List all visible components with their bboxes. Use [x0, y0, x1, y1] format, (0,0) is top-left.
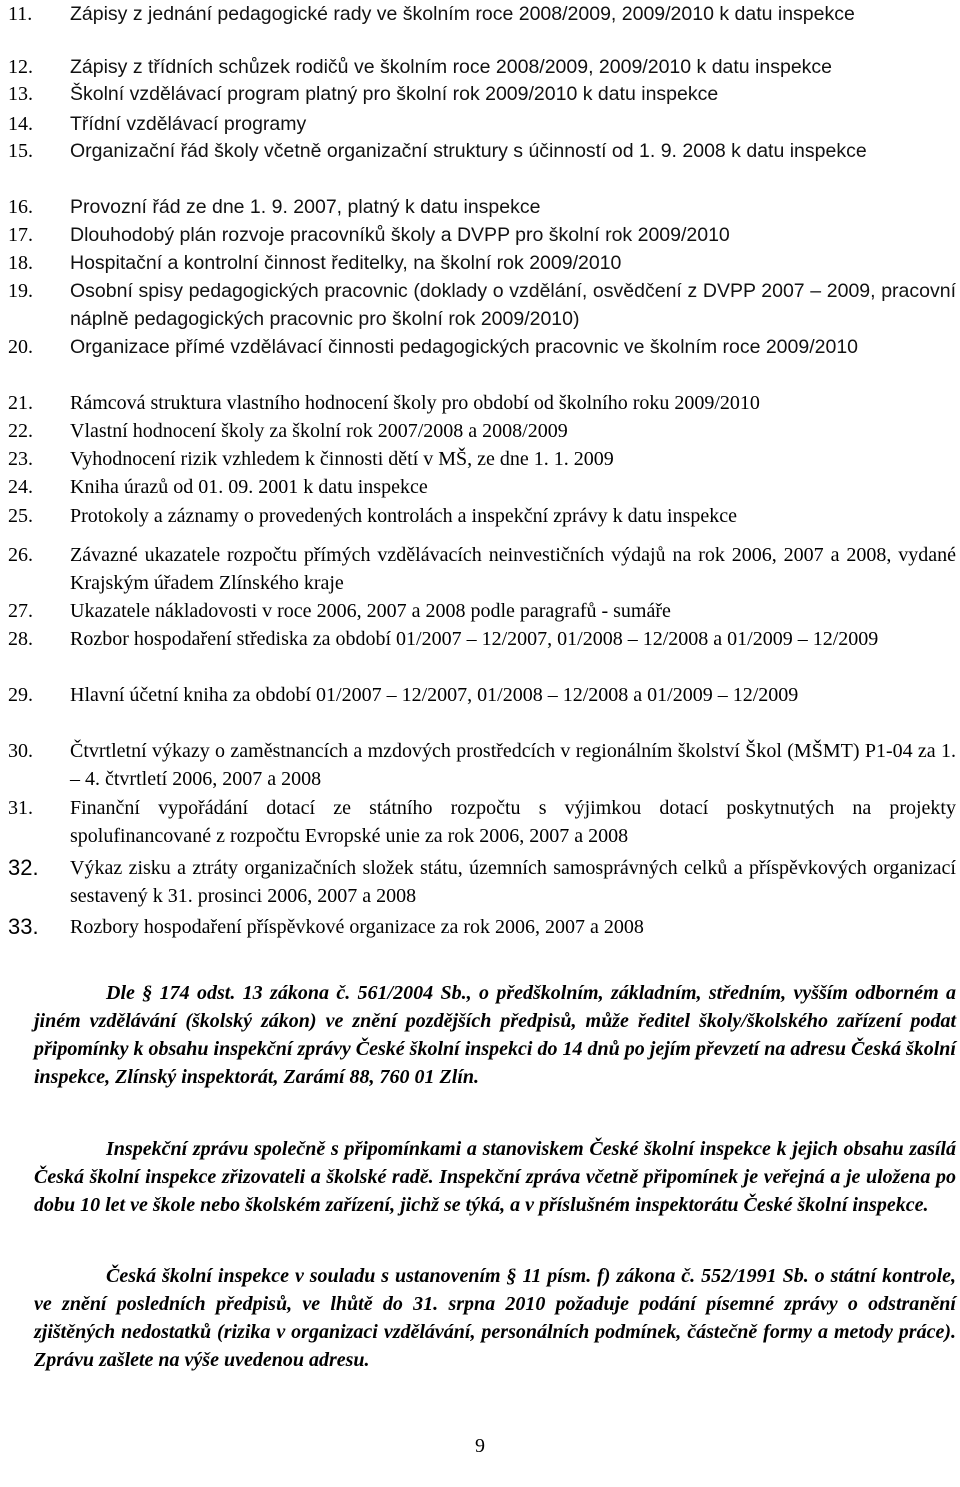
list-item-number: 19.: [8, 280, 33, 302]
list-item-text: Finanční vypořádání dotací ze státního rozpočtu s výjimkou dotací poskytnutých na projekty spolufinancované z rozpočtu Evropské unie za rok 2006, 2007 a 2008: [70, 797, 956, 847]
list-item-number: 27.: [8, 600, 33, 622]
list-item-text: Protokoly a záznamy o provedených kontrolách a inspekční zprávy k datu inspekce: [70, 505, 738, 527]
list-item-text: Výkaz zisku a ztráty organizačních složek státu, územních samosprávných celků a příspěvkových organizací sestavený k 31. prosinci 2006, 2007 a 2008: [70, 857, 956, 907]
list-item-text: Čtvrtletní výkazy o zaměstnancích a mzdových prostředcích v regionálním školství Škol (MŠMT) P1-04 za 1. – 4. čtvrtletí 2006, 2007 a 2008: [70, 740, 956, 790]
list-item-text: Osobní spisy pedagogických pracovnic (doklady o vzdělání, osvědčení z DVPP 2007 – 2009, pracovní náplně pedagogických pracovnic pro školní rok 2009/2010): [70, 280, 956, 330]
list-item-text: Třídní vzdělávací programy: [70, 113, 307, 135]
list-item-number: 20.: [8, 336, 33, 358]
list-item-text: Rozbor hospodaření střediska za období 01/2007 – 12/2007, 01/2008 – 12/2008 a 01/2009 – 12/2009: [70, 628, 879, 650]
list-item-number: 17.: [8, 224, 33, 246]
list-item-text: Hlavní účetní kniha za období 01/2007 – 12/2007, 01/2008 – 12/2008 a 01/2009 – 12/2009: [70, 684, 799, 706]
list-item-text: Vlastní hodnocení školy za školní rok 2007/2008 a 2008/2009: [70, 420, 568, 442]
list-item-number: 15.: [8, 140, 33, 162]
list-item-text: Zápisy z třídních schůzek rodičů ve školním roce 2008/2009, 2009/2010 k datu inspekce: [70, 56, 833, 78]
paragraph-text: Dle § 174 odst. 13 zákona č. 561/2004 Sb., o předškolním, základním, středním, vyšším odborném a jiném vzdělávání (školský zákon) ve znění pozdějších předpisů, může ředitel školy/školského zařízení podat připomínky k obsahu inspekční zprávy České školní inspekci do 14 dnů po jejím převzetí na adresu Česká školní inspekce, Zlínský inspektorát, Zarámí 88, 760 01 Zlín.: [34, 982, 956, 1088]
list-item-number: 16.: [8, 196, 33, 218]
list-item-number: 18.: [8, 252, 33, 274]
comment-rights-paragraph: [34, 979, 956, 1091]
list-item-number: 13.: [8, 83, 33, 105]
paragraph-text: Inspekční zprávu společně s připomínkami a stanoviskem České školní inspekce k jejich obsahu zasílá Česká školní inspekce zřizovateli a školské radě. Inspekční zpráva včetně připomínek je veřejná a je uložena po dobu 10 let ve škole nebo školském zařízení, jichž se týká, a v příslušném inspektorátu České školní inspekce.: [34, 1138, 956, 1216]
list-item-text: Provozní řád ze dne 1. 9. 2007, platný k datu inspekce: [70, 196, 541, 218]
list-item-number: 26.: [8, 544, 33, 566]
list-item-number: 30.: [8, 740, 33, 762]
list-item-text: Závazné ukazatele rozpočtu přímých vzdělávacích neinvestičních výdajů na rok 2006, 2007 a 2008, vydané Krajským úřadem Zlínského kraje: [70, 544, 956, 594]
list-item-number: 32.: [8, 855, 39, 880]
report-request-paragraph: [34, 1262, 956, 1374]
list-item-text: Organizace přímé vzdělávací činnosti pedagogických pracovnic ve školním roce 2009/2010: [70, 336, 859, 358]
list-item-text: Kniha úrazů od 01. 09. 2001 k datu inspekce: [70, 476, 428, 498]
list-item-text: Hospitační a kontrolní činnost ředitelky, na školní rok 2009/2010: [70, 252, 622, 274]
list-item-number: 23.: [8, 448, 33, 470]
list-item-number: 33.: [8, 914, 39, 939]
list-item-number: 21.: [8, 392, 33, 414]
list-item-text: Rozbory hospodaření příspěvkové organizace za rok 2006, 2007 a 2008: [70, 916, 644, 938]
list-item-number: 28.: [8, 628, 33, 650]
list-item-number: 22.: [8, 420, 33, 442]
page-number: 9: [475, 1435, 485, 1457]
list-item-text: Ukazatele nákladovosti v roce 2006, 2007 a 2008 podle paragrafů - sumáře: [70, 600, 671, 622]
list-item-text: Dlouhodobý plán rozvoje pracovníků školy a DVPP pro školní rok 2009/2010: [70, 224, 730, 246]
list-item-number: 12.: [8, 56, 33, 78]
list-item-number: 25.: [8, 505, 33, 527]
distribution-paragraph: [34, 1135, 956, 1219]
paragraph-text: Česká školní inspekce v souladu s ustanovením § 11 písm. f) zákona č. 552/1991 Sb. o státní kontrole, ve znění posledních předpisů, ve lhůtě do 31. srpna 2010 požaduje podání písemné zprávy o odstranění zjištěných nedostatků (rizika v organizaci vzdělávání, personálních podmínek, částečně formy a metody práce). Zprávu zašlete na výše uvedenou adresu.: [34, 1265, 956, 1371]
list-item-text: Zápisy z jednání pedagogické rady ve školním roce 2008/2009, 2009/2010 k datu inspekce: [70, 3, 855, 25]
list-item-text: Vyhodnocení rizik vzhledem k činnosti dětí v MŠ, ze dne 1. 1. 2009: [70, 448, 614, 470]
list-item-number: 24.: [8, 476, 33, 498]
list-item-text: Školní vzdělávací program platný pro školní rok 2009/2010 k datu inspekce: [70, 83, 719, 105]
list-item-text: Organizační řád školy včetně organizační struktury s účinností od 1. 9. 2008 k datu inspekce: [70, 140, 867, 162]
list-item-number: 11.: [8, 3, 33, 25]
list-item-text: Rámcová struktura vlastního hodnocení školy pro období od školního roku 2009/2010: [70, 392, 760, 414]
list-item-number: 29.: [8, 684, 33, 706]
list-item-number: 14.: [8, 113, 33, 135]
list-item-number: 31.: [8, 797, 33, 819]
